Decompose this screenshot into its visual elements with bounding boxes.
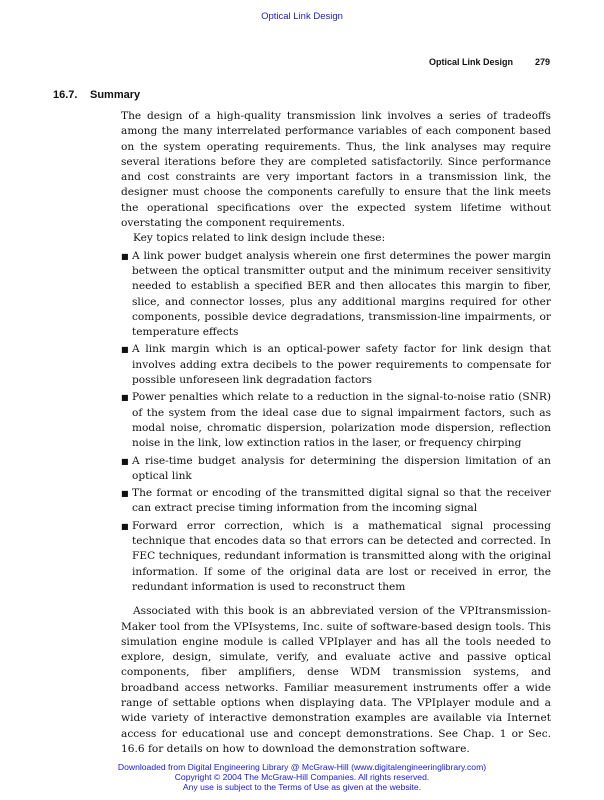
list-item	[121, 342, 551, 388]
list-item	[121, 249, 551, 341]
list-item	[121, 486, 551, 517]
section-title: Summary	[90, 89, 141, 101]
footer-copyright: Copyright © 2004 The McGraw-Hill Companies. All rights reserved.	[174, 772, 430, 783]
list-item	[121, 454, 551, 485]
list-item	[121, 519, 551, 595]
list-item-text: A link margin which is an optical-power safety factor for link design that involves adding extra decibels to the power requirements to compensate for possible unforeseen link degradation factors	[132, 343, 551, 387]
section-number: 16.7.	[53, 89, 78, 101]
list-item-text: Forward error correction, which is a mathematical signal processing technique that encodes data so that errors can be detected and corrected. In FEC techniques, redundant information is transmitted along with the original information. If some of the original data are lost or received in error, the redundant information is used to reconstruct them	[132, 519, 551, 593]
bullet-square-icon: ■	[121, 345, 129, 355]
top-chapter-link[interactable]: Optical Link Design	[261, 11, 343, 22]
footer-download-link[interactable]: Downloaded from Digital Engineering Library @ McGraw-Hill (www.digitalengineeringlibrary.com)	[117, 762, 487, 772]
page-number: 279	[534, 57, 550, 67]
list-item-text: A link power budget analysis wherein one first determines the power margin between the optical transmitter output and the minimum receiver sensitivity needed to establish a specified BER and then allocates this margin to fiber, slice, and connector losses, plus any additional margins required for other components, possible device degradations, transmission-line impairments, or temperature effects	[132, 249, 551, 339]
intro-paragraph: The design of a high-quality transmission link involves a series of tradeoffs among the many interrelated performance variables of each component based on the system operating requirements. Thus, the link analyses may require several iterations before they are completed satisfactorily. Since performance and cost constraints are very important factors in a transmission link, the designer must choose the components carefully to ensure that the link meets the operational specifications over the expected system lifetime without overstating the component requirements.	[121, 110, 551, 230]
running-header	[429, 57, 550, 67]
key-topics-paragraph: Key topics related to link design include these:	[133, 232, 386, 245]
list-item-text: A rise-time budget analysis for determining the dispersion limitation of an optical link	[132, 454, 551, 482]
section-heading	[53, 89, 140, 101]
bullet-square-icon: ■	[121, 393, 129, 403]
bullet-square-icon: ■	[121, 251, 129, 261]
bullet-square-icon: ■	[121, 456, 129, 466]
running-title: Optical Link Design	[428, 57, 513, 67]
footer	[0, 762, 604, 793]
bullet-square-icon: ■	[121, 521, 129, 531]
key-topics-list	[121, 249, 551, 596]
list-item	[121, 390, 551, 451]
closing-paragraph: Associated with this book is an abbreviated version of the VPItransmission-Maker tool from the VPIsystems, Inc. suite of software-based design tools. This simulation engine module is called VPIplayer and has all the tools needed to explore, design, simulate, verify, and evaluate active and passive optical components, fiber amplifiers, dense WDM transmission systems, and broadband access networks. Familiar measurement instruments offer a wide range of settable options when displaying data. The VPIplayer module and a wide variety of interactive demonstration examples are available via Internet access for educational use and concept demonstrations. See Chap. 1 or Sec. 16.6 for details on how to download the demonstration software.	[121, 605, 551, 755]
body-text	[121, 109, 551, 757]
bullet-square-icon: ■	[121, 489, 129, 499]
footer-terms-link[interactable]: Any use is subject to the Terms of Use as given at the website.	[182, 782, 422, 793]
list-item-text: The format or encoding of the transmitted digital signal so that the receiver can extract precise timing information from the incoming signal	[132, 487, 551, 515]
list-item-text: Power penalties which relate to a reduction in the signal-to-noise ratio (SNR) of the system from the ideal case due to signal impairment factors, such as modal noise, chromatic dispersion, polarization mode dispersion, reflection noise in the link, low extinction ratios in the laser, or frequency chirping	[132, 391, 551, 450]
